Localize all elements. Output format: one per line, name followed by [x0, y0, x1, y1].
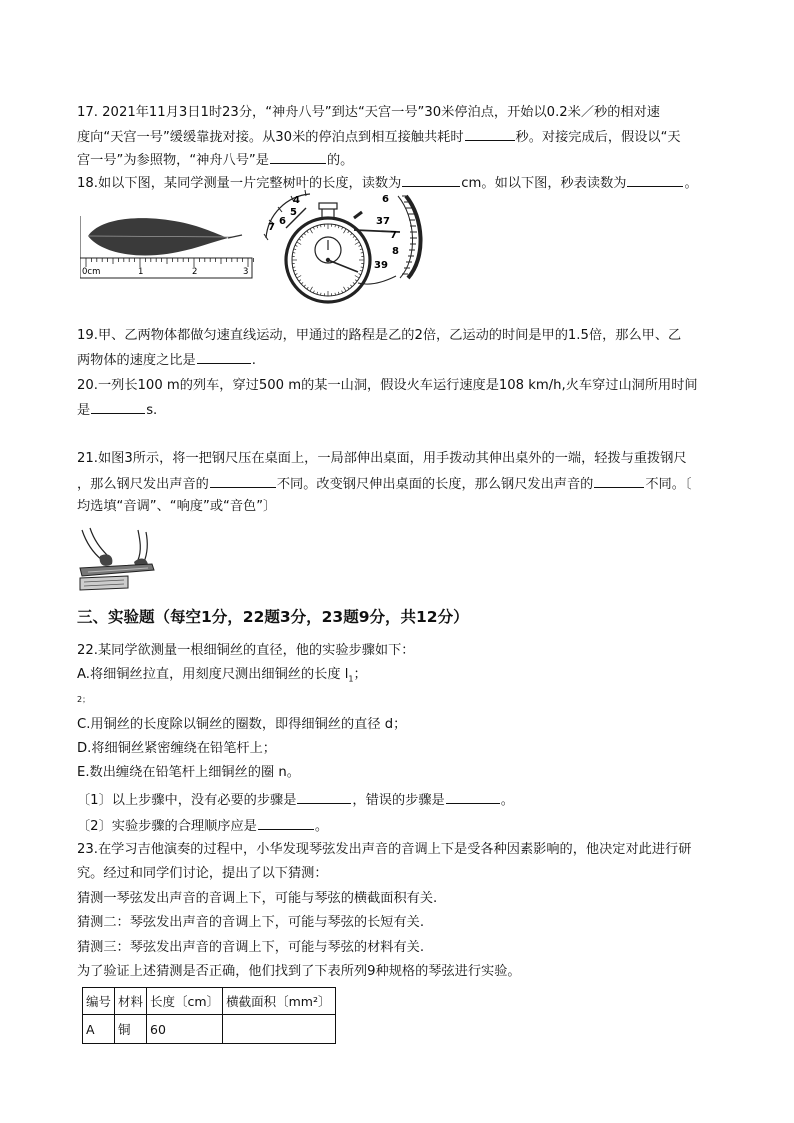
q22-sub-1: 〔1〕以上步骤中，没有必要的步骤是 ，错误的步骤是 。 — [77, 790, 727, 810]
q19-line-2: 两物体的速度之比是 . — [77, 350, 727, 370]
table-cell: 铜 — [115, 1015, 147, 1044]
q17-line-3: 宫一号”为参照物，“神舟八号”是 的。 — [77, 150, 727, 170]
leaf-icon — [88, 218, 242, 255]
q22-step-b-fragment: 2； — [77, 695, 91, 704]
table-cell: A — [83, 1015, 115, 1044]
string-spec-table — [82, 987, 336, 1044]
q23-guess-1: 猜测一琴弦发出声音的音调上下，可能与琴弦的横截面积有关. — [77, 891, 438, 906]
q21-blank-2[interactable] — [594, 474, 644, 488]
q22-step-d: D.将细铜丝紧密缠绕在铅笔杆上； — [77, 741, 276, 756]
large-scale-label-6: 6 — [382, 194, 389, 205]
q17-blank-time[interactable] — [465, 127, 515, 141]
q23-line-2: 究。经过和同学们讨论，提出了以下猜测： — [77, 866, 328, 881]
q18-blank-stopwatch[interactable] — [627, 173, 683, 187]
hand-pressing-ruler-icon — [80, 528, 154, 590]
small-dial-label-7: 7 — [268, 222, 275, 233]
q22-step-c: C.用铜丝的长度除以铜丝的圈数，即得细铜丝的直径 d； — [77, 717, 407, 732]
stopwatch-icon — [286, 203, 370, 302]
q23-guess-2: 猜测二：琴弦发出声音的音调上下，可能与琴弦的长短有关. — [77, 915, 425, 930]
q17-line-1: 17. 2021年11月3日1时23分，“神舟八号”到达“天宫一号”30米停泊点，开始以0.2米／秒的相对速 — [77, 105, 660, 120]
large-scale-label-7: 7 — [390, 230, 397, 241]
small-dial-label-6: 6 — [279, 216, 286, 227]
ruler-unit-label: 0cm — [82, 267, 101, 277]
section-3-title: 三、实验题（每空1分，22题3分，23题9分，共12分） — [77, 608, 469, 626]
q22-blank-order[interactable] — [258, 816, 314, 830]
q21-line-2: ，那么钢尺发出声音的 不同。改变钢尺伸出桌面的长度，那么钢尺发出声音的 不同。〔 — [77, 474, 727, 494]
leaf-ruler-figure — [80, 208, 255, 280]
q17-blank-state[interactable] — [270, 150, 326, 164]
small-dial-label-5: 5 — [290, 207, 297, 218]
large-scale-label-8: 8 — [392, 246, 399, 257]
q22-blank-wrong[interactable] — [446, 790, 500, 804]
ruler-label-3: 3 — [243, 267, 249, 277]
q22-step-a-subscript: 1 — [348, 674, 354, 684]
large-scale-label-37: 37 — [376, 216, 390, 227]
q22-sub-2: 〔2〕实验步骤的合理顺序应是 。 — [77, 816, 727, 836]
q20-line-1: 20.一列长100 m的列车，穿过500 m的某一山洞，假设火车运行速度是108 km/h,火车穿过山洞所用时间 — [77, 378, 698, 393]
ruler-label-2: 2 — [192, 267, 198, 277]
table-header-row — [83, 988, 336, 1015]
q19-blank-ratio[interactable] — [197, 350, 251, 364]
ruler-ticks — [86, 258, 253, 267]
q20-blank-time[interactable] — [91, 400, 145, 414]
q22-step-e: E.数出缠绕在铅笔杆上细铜丝的圈 n。 — [77, 765, 300, 780]
steel-ruler-figure — [78, 526, 156, 592]
q21-line-1: 21.如图3所示，将一把钢尺压在桌面上，一局部伸出桌面，用手拨动其伸出桌外的一端，轻拨与重拨钢尺 — [77, 451, 687, 466]
q19-line-1: 19.甲、乙两物体都做匀速直线运动，甲通过的路程是乙的2倍，乙运动的时间是甲的1.5倍，那么甲、乙 — [77, 328, 682, 343]
q22-blank-unnecessary[interactable] — [297, 790, 351, 804]
table-header-cell: 编号 — [83, 988, 115, 1015]
stopwatch-figure — [258, 188, 423, 310]
q17-line-2: 度向“天宫一号”缓缓靠拢对接。从30米的停泊点到相互接触共耗时 秒。对接完成后，假设以“天 — [77, 127, 727, 147]
q18-line: 18.如以下图，某同学测量一片完整树叶的长度，读数为 cm。如以下图，秒表读数为 。 — [77, 173, 727, 193]
q21-line-3: 均选填“音调”、“响度”或“音色”〕 — [77, 499, 277, 514]
q23-line-last: 为了验证上述猜测是否正确，他们找到了下表所列9种规格的琴弦进行实验。 — [77, 964, 521, 979]
q23-line-1: 23.在学习吉他演奏的过程中，小华发现琴弦发出声音的音调上下是受各种因素影响的，他决定对此进行研 — [77, 842, 692, 857]
q22-intro: 22.某同学欲测量一根细铜丝的直径，他的实验步骤如下： — [77, 643, 415, 658]
table-header-cell: 横截面积〔mm²〕 — [223, 988, 336, 1015]
ruler-label-1: 1 — [138, 267, 144, 277]
q22-step-a: A.将细铜丝拉直，用刻度尺测出细铜丝的长度 $l_1$； — [77, 667, 367, 684]
table-header-cell: 长度〔cm〕 — [147, 988, 223, 1015]
table-header-cell: 材料 — [115, 988, 147, 1015]
q21-blank-1[interactable] — [210, 474, 276, 488]
table-cell: 60 — [147, 1015, 223, 1044]
q18-blank-length[interactable] — [402, 173, 460, 187]
q23-guess-3: 猜测三：琴弦发出声音的音调上下，可能与琴弦的材料有关. — [77, 940, 425, 955]
small-dial-label-4: 4 — [293, 195, 300, 206]
large-scale-label-39: 39 — [374, 260, 388, 271]
table-cell — [223, 1015, 336, 1044]
table-row — [83, 1015, 336, 1044]
q20-line-2: 是 s. — [77, 400, 727, 420]
